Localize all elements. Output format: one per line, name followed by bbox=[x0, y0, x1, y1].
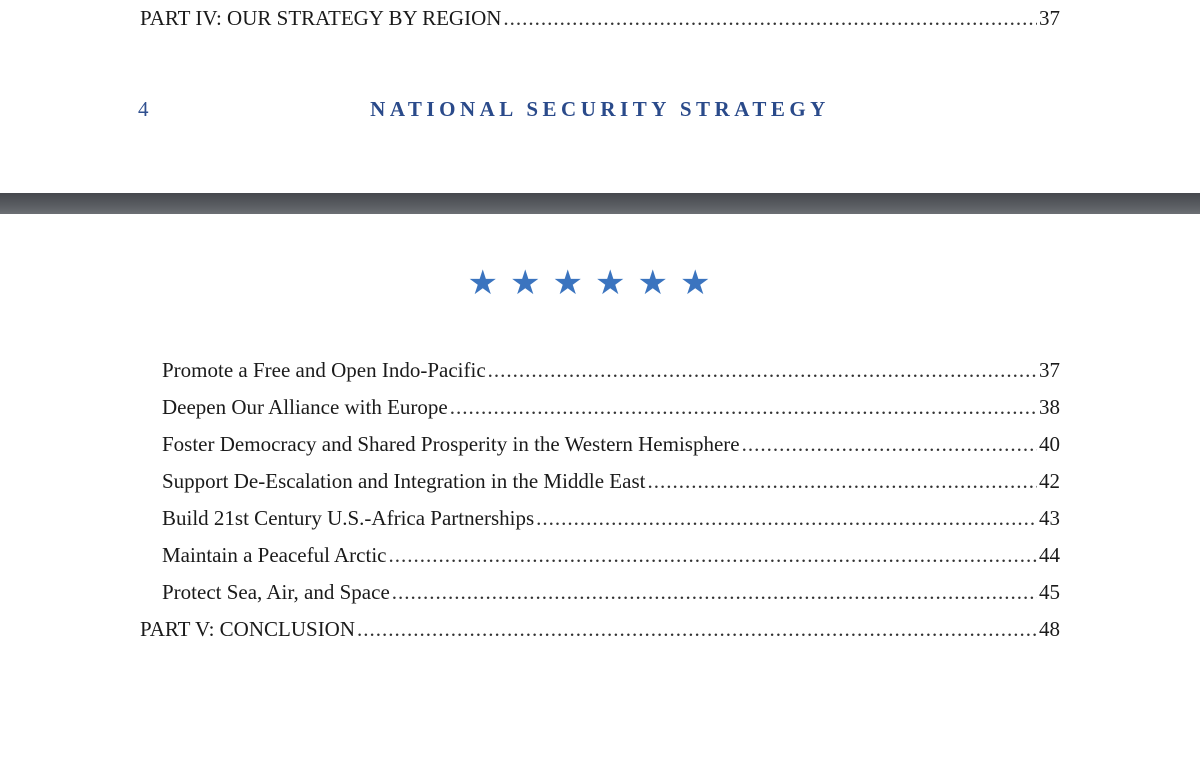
toc-leader-dots bbox=[742, 430, 1037, 458]
toc-entry-title: Protect Sea, Air, and Space bbox=[162, 580, 390, 604]
toc-entry-title: PART V: CONCLUSION bbox=[140, 617, 356, 641]
toc-entry-page: 43 bbox=[1039, 506, 1060, 530]
toc-entry[interactable] bbox=[162, 541, 1060, 569]
toc-leader-dots bbox=[488, 356, 1037, 384]
toc-entry-page: 37 bbox=[1039, 358, 1060, 382]
toc-entry-page: 44 bbox=[1039, 543, 1060, 567]
page-separator bbox=[0, 193, 1200, 214]
toc-entry-page: 38 bbox=[1039, 395, 1060, 419]
page-number: 4 bbox=[138, 97, 149, 121]
toc-entry-title: Foster Democracy and Shared Prosperity in the Western Hemisphere bbox=[162, 432, 740, 456]
toc-entry[interactable] bbox=[162, 356, 1060, 384]
toc-entry[interactable] bbox=[162, 430, 1060, 458]
toc-entry-page: 40 bbox=[1039, 432, 1060, 456]
toc-leader-dots bbox=[450, 393, 1037, 421]
toc-entry-title: PART IV: OUR STRATEGY BY REGION bbox=[140, 6, 502, 30]
toc-entry[interactable] bbox=[162, 578, 1060, 606]
toc-entry-part-v[interactable] bbox=[140, 615, 1060, 643]
stars-ornament: ★★★★★★ bbox=[467, 263, 723, 303]
toc-entry[interactable] bbox=[162, 504, 1060, 532]
toc-leader-dots bbox=[392, 578, 1037, 606]
toc-entry-page: 37 bbox=[1039, 6, 1060, 30]
toc-entry-title: Maintain a Peaceful Arctic bbox=[162, 543, 387, 567]
toc-entry[interactable] bbox=[162, 393, 1060, 421]
toc-leader-dots bbox=[503, 4, 1037, 32]
running-footer-title: NATIONAL SECURITY STRATEGY bbox=[370, 97, 830, 121]
toc-entry-page: 48 bbox=[1039, 617, 1060, 641]
toc-entry-title: Promote a Free and Open Indo-Pacific bbox=[162, 358, 486, 382]
toc-leader-dots bbox=[357, 615, 1037, 643]
toc-entry-title: Support De-Escalation and Integration in the Middle East bbox=[162, 469, 646, 493]
toc-leader-dots bbox=[536, 504, 1037, 532]
toc-entry-part-iv[interactable] bbox=[140, 4, 1060, 32]
toc-entry[interactable] bbox=[162, 467, 1060, 495]
toc-entry-page: 42 bbox=[1039, 469, 1060, 493]
toc-entry-page: 45 bbox=[1039, 580, 1060, 604]
toc-leader-dots bbox=[647, 467, 1037, 495]
toc-entry-title: Deepen Our Alliance with Europe bbox=[162, 395, 448, 419]
toc-entry-title: Build 21st Century U.S.-Africa Partnerships bbox=[162, 506, 535, 530]
toc-leader-dots bbox=[389, 541, 1038, 569]
document-page-previous bbox=[0, 0, 1200, 193]
